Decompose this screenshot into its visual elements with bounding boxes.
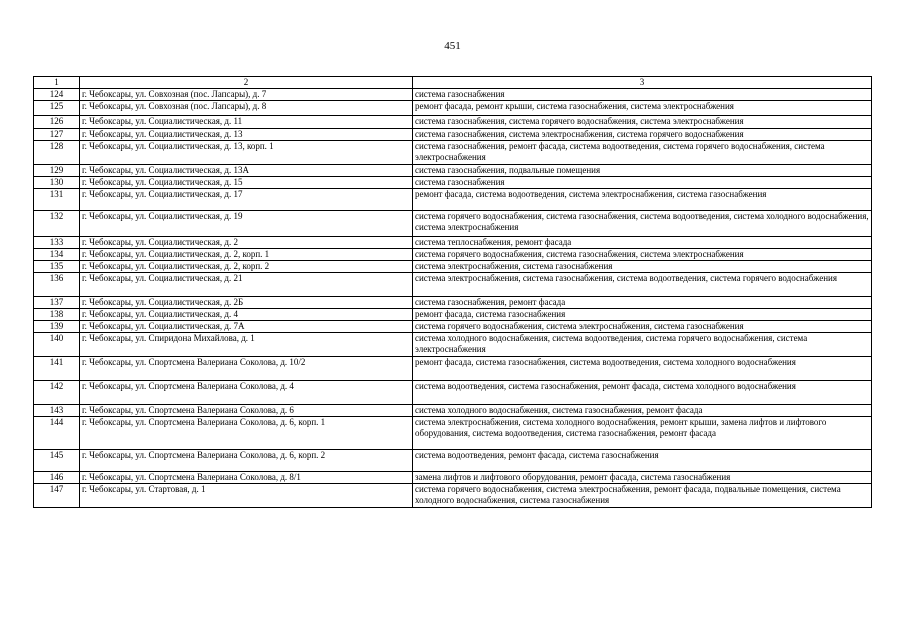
row-number: 127 [34, 129, 80, 141]
systems-cell: система электроснабжения, система газоснабжения [413, 261, 872, 273]
table-row [34, 484, 872, 508]
row-number: 147 [34, 484, 80, 508]
table-row [34, 297, 872, 309]
address-cell: г. Чебоксары, ул. Социалистическая, д. 2Б [80, 297, 413, 309]
row-number: 130 [34, 177, 80, 189]
systems-cell: система газоснабжения [413, 89, 872, 101]
systems-cell: система газоснабжения, ремонт фасада, система водоотведения, система горячего водоснабжения, система электроснабжения [413, 141, 872, 165]
row-number: 144 [34, 417, 80, 450]
row-number: 141 [34, 357, 80, 381]
address-cell: г. Чебоксары, ул. Совхозная (пос. Лапсары), д. 8 [80, 101, 413, 116]
systems-cell: ремонт фасада, система водоотведения, система электроснабжения, система газоснабжения [413, 189, 872, 211]
systems-cell: ремонт фасада, система газоснабжения, система водоотведения, система холодного водоснабжения [413, 357, 872, 381]
address-cell: г. Чебоксары, ул. Социалистическая, д. 13А [80, 165, 413, 177]
table-row [34, 472, 872, 484]
table-row [34, 357, 872, 381]
row-number: 146 [34, 472, 80, 484]
table-row [34, 129, 872, 141]
systems-cell: система теплоснабжения, ремонт фасада [413, 237, 872, 249]
address-cell: г. Чебоксары, ул. Социалистическая, д. 15 [80, 177, 413, 189]
address-cell: г. Чебоксары, ул. Спортсмена Валериана Соколова, д. 8/1 [80, 472, 413, 484]
table-body [34, 89, 872, 508]
table-row [34, 381, 872, 405]
table-row [34, 249, 872, 261]
address-cell: г. Чебоксары, ул. Социалистическая, д. 4 [80, 309, 413, 321]
systems-cell: система горячего водоснабжения, система электроснабжения, ремонт фасада, подвальные помещения, система холодного водоснабжения, система газоснабжения [413, 484, 872, 508]
address-cell: г. Чебоксары, ул. Стартовая, д. 1 [80, 484, 413, 508]
row-number: 124 [34, 89, 80, 101]
row-number: 129 [34, 165, 80, 177]
address-cell: г. Чебоксары, ул. Спортсмена Валериана Соколова, д. 6, корп. 1 [80, 417, 413, 450]
systems-cell: система газоснабжения, подвальные помещения [413, 165, 872, 177]
systems-cell: система холодного водоснабжения, система водоотведения, система горячего водоснабжения, система электроснабжения [413, 333, 872, 357]
header-row [34, 77, 872, 89]
table-row [34, 189, 872, 211]
systems-cell: система электроснабжения, система холодного водоснабжения, ремонт крыши, замена лифтов и лифтового оборудования, система водоотведения, система газоснабжения, ремонт фасада [413, 417, 872, 450]
systems-cell: система водоотведения, система газоснабжения, ремонт фасада, система холодного водоснабжения [413, 381, 872, 405]
table-row [34, 450, 872, 472]
address-cell: г. Чебоксары, ул. Спортсмена Валериана Соколова, д. 4 [80, 381, 413, 405]
address-cell: г. Чебоксары, ул. Совхозная (пос. Лапсары), д. 7 [80, 89, 413, 101]
address-cell: г. Чебоксары, ул. Социалистическая, д. 21 [80, 273, 413, 297]
row-number: 133 [34, 237, 80, 249]
table-row [34, 333, 872, 357]
address-cell: г. Чебоксары, ул. Социалистическая, д. 2, корп. 2 [80, 261, 413, 273]
address-cell: г. Чебоксары, ул. Социалистическая, д. 19 [80, 211, 413, 237]
row-number: 125 [34, 101, 80, 116]
systems-cell: система водоотведения, ремонт фасада, система газоснабжения [413, 450, 872, 472]
row-number: 128 [34, 141, 80, 165]
address-cell: г. Чебоксары, ул. Спиридона Михайлова, д. 1 [80, 333, 413, 357]
systems-cell: система электроснабжения, система газоснабжения, система водоотведения, система горячего водоснабжения [413, 273, 872, 297]
address-cell: г. Чебоксары, ул. Социалистическая, д. 11 [80, 116, 413, 129]
table-row [34, 273, 872, 297]
table-row [34, 309, 872, 321]
table-row [34, 237, 872, 249]
table-row [34, 141, 872, 165]
row-number: 142 [34, 381, 80, 405]
systems-cell: система газоснабжения [413, 177, 872, 189]
row-number: 132 [34, 211, 80, 237]
row-number: 139 [34, 321, 80, 333]
row-number: 145 [34, 450, 80, 472]
address-cell: г. Чебоксары, ул. Социалистическая, д. 7А [80, 321, 413, 333]
systems-cell: замена лифтов и лифтового оборудования, ремонт фасада, система газоснабжения [413, 472, 872, 484]
column-header-2: 2 [80, 77, 413, 89]
column-header-3: 3 [413, 77, 872, 89]
row-number: 134 [34, 249, 80, 261]
row-number: 140 [34, 333, 80, 357]
table-row [34, 165, 872, 177]
address-cell: г. Чебоксары, ул. Социалистическая, д. 17 [80, 189, 413, 211]
table-row [34, 177, 872, 189]
systems-cell: система газоснабжения, система горячего водоснабжения, система электроснабжения [413, 116, 872, 129]
row-number: 131 [34, 189, 80, 211]
repair-table [33, 76, 872, 508]
systems-cell: система газоснабжения, ремонт фасада [413, 297, 872, 309]
page-number: 451 [444, 40, 461, 52]
table-row [34, 101, 872, 116]
table-row [34, 405, 872, 417]
table-row [34, 417, 872, 450]
address-cell: г. Чебоксары, ул. Социалистическая, д. 13, корп. 1 [80, 141, 413, 165]
row-number: 137 [34, 297, 80, 309]
systems-cell: система горячего водоснабжения, система электроснабжения, система газоснабжения [413, 321, 872, 333]
row-number: 135 [34, 261, 80, 273]
systems-cell: ремонт фасада, ремонт крыши, система газоснабжения, система электроснабжения [413, 101, 872, 116]
address-cell: г. Чебоксары, ул. Социалистическая, д. 13 [80, 129, 413, 141]
address-cell: г. Чебоксары, ул. Спортсмена Валериана Соколова, д. 6, корп. 2 [80, 450, 413, 472]
systems-cell: система холодного водоснабжения, система газоснабжения, ремонт фасада [413, 405, 872, 417]
table-row [34, 116, 872, 129]
row-number: 143 [34, 405, 80, 417]
column-header-1: 1 [34, 77, 80, 89]
table-row [34, 261, 872, 273]
address-cell: г. Чебоксары, ул. Спортсмена Валериана Соколова, д. 10/2 [80, 357, 413, 381]
systems-cell: ремонт фасада, система газоснабжения [413, 309, 872, 321]
address-cell: г. Чебоксары, ул. Социалистическая, д. 2, корп. 1 [80, 249, 413, 261]
address-cell: г. Чебоксары, ул. Социалистическая, д. 2 [80, 237, 413, 249]
systems-cell: система горячего водоснабжения, система газоснабжения, система водоотведения, система холодного водоснабжения, система электроснабжения [413, 211, 872, 237]
row-number: 138 [34, 309, 80, 321]
systems-cell: система горячего водоснабжения, система газоснабжения, система электроснабжения [413, 249, 872, 261]
row-number: 126 [34, 116, 80, 129]
table-row [34, 211, 872, 237]
table-row [34, 89, 872, 101]
systems-cell: система газоснабжения, система электроснабжения, система горячего водоснабжения [413, 129, 872, 141]
row-number: 136 [34, 273, 80, 297]
address-cell: г. Чебоксары, ул. Спортсмена Валериана Соколова, д. 6 [80, 405, 413, 417]
table-row [34, 321, 872, 333]
